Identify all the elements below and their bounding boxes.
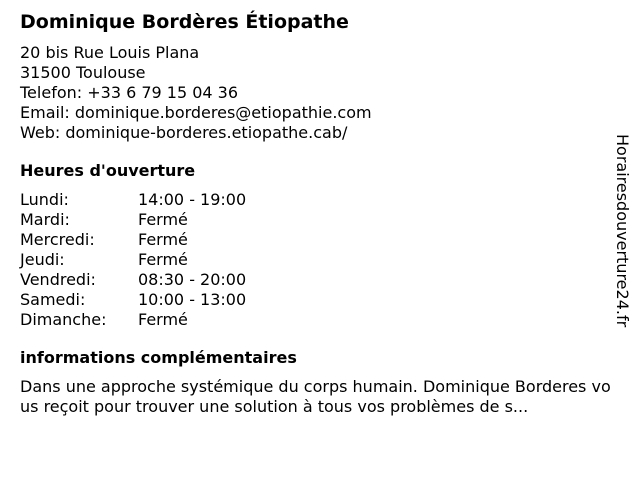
additional-info-heading: informations complémentaires xyxy=(20,348,297,367)
day-hours: Fermé xyxy=(138,210,188,229)
web-line: Web: dominique-borderes.etiopathe.cab/ xyxy=(20,123,348,142)
business-card xyxy=(20,9,620,417)
day-hours: Fermé xyxy=(138,230,188,249)
hours-row-tuesday xyxy=(20,210,620,230)
phone-line: Telefon: +33 6 79 15 04 36 xyxy=(20,83,239,102)
hours-row-saturday xyxy=(20,290,620,310)
day-hours: 10:00 - 13:00 xyxy=(138,290,247,309)
site-watermark: Horairesdouverture24.fr xyxy=(613,134,632,328)
contact-block xyxy=(20,43,620,143)
hours-row-thursday xyxy=(20,250,620,270)
day-hours: 14:00 - 19:00 xyxy=(138,190,247,209)
day-label: Samedi: xyxy=(20,290,86,309)
hours-row-wednesday xyxy=(20,230,620,250)
day-label: Mercredi: xyxy=(20,230,95,249)
day-hours: 08:30 - 20:00 xyxy=(138,270,247,289)
opening-hours-heading: Heures d'ouverture xyxy=(20,161,196,180)
day-label: Dimanche: xyxy=(20,310,107,329)
day-hours: Fermé xyxy=(138,310,188,329)
hours-row-friday xyxy=(20,270,620,290)
address-street: 20 bis Rue Louis Plana xyxy=(20,43,200,62)
business-name: Dominique Bordères Étiopathe xyxy=(20,11,349,33)
day-label: Vendredi: xyxy=(20,270,96,289)
address-city: 31500 Toulouse xyxy=(20,63,146,82)
hours-row-sunday xyxy=(20,310,620,330)
email-line: Email: dominique.borderes@etiopathie.com xyxy=(20,103,372,122)
opening-hours-table xyxy=(20,190,620,330)
day-hours: Fermé xyxy=(138,250,188,269)
additional-info-text: Dans une approche systémique du corps humain. Dominique Borderes vous reçoit pour trouver une solution à tous vos problèmes de s... xyxy=(20,377,611,416)
day-label: Jeudi: xyxy=(20,250,65,269)
hours-row-monday xyxy=(20,190,620,210)
day-label: Mardi: xyxy=(20,210,70,229)
day-label: Lundi: xyxy=(20,190,69,209)
